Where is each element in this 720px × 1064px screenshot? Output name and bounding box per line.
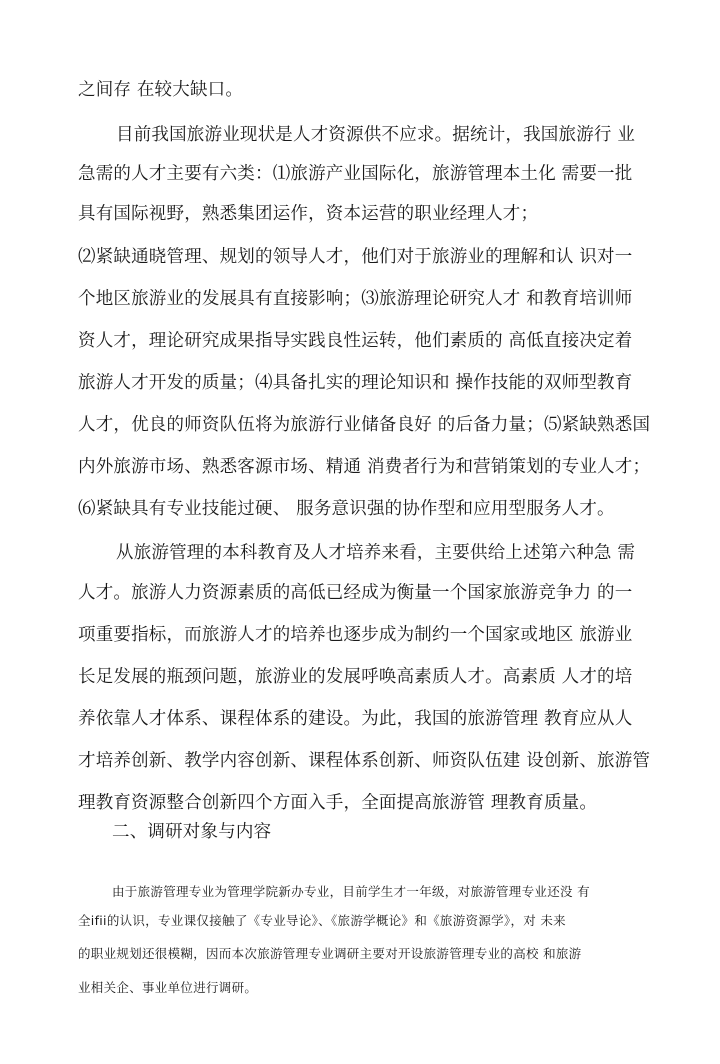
- paragraph-line: 理教育资源整合创新四个方面入手，全面提高旅游管 理教育质量。: [78, 793, 598, 813]
- paragraph-line: 急需的人才主要有六类：⑴旅游产业国际化，旅游管理本土化 需要一批: [78, 164, 633, 184]
- paragraph-line: 人才。旅游人力资源素质的高低已经成为衡量一个国家旅游竞争力 的一: [78, 583, 633, 603]
- paragraph-line: 项重要指标，而旅游人才的培养也逐步成为制约一个国家或地区 旅游业: [78, 625, 633, 645]
- paragraph-line: 的职业规划还很模糊，因而本次旅游管理专业调研主要对开设旅游管理专业的高校 和旅游: [78, 946, 582, 961]
- paragraph-line: 之间存 在较大缺口。: [78, 80, 244, 100]
- paragraph-line: 全ifii的认识，专业课仅接触了《专业导论》、《旅游学概论》和《旅游资源学》，对 未来: [78, 913, 566, 928]
- paragraph-line: 人才，优良的师资队伍将为旅游行业储备良好 的后备力量；⑸紧缺熟悉国: [78, 415, 651, 435]
- paragraph-line: 资人才，理论研究成果指导实践良性运转，他们素质的 高低直接决定着: [78, 331, 633, 351]
- paragraph-line: 目前我国旅游业现状是人才资源供不应求。据统计，我国旅游行 业: [116, 125, 636, 145]
- paragraph-line: 业相关企、事业单位进行调研。: [78, 980, 258, 995]
- paragraph-line: 内外旅游市场、熟悉客源市场、精通 消费者行为和营销策划的专业人才；: [78, 457, 651, 477]
- paragraph-line: 具有国际视野，熟悉集团运作，资本运营的职业经理人才；: [78, 204, 539, 224]
- paragraph-line: 个地区旅游业的发展具有直接影响；⑶旅游理论研究人才 和教育培训师: [78, 289, 633, 309]
- paragraph-line: 旅游人才开发的质量；⑷具备扎实的理论知识和 操作技能的双师型教育: [78, 373, 633, 393]
- section-heading: 二、调研对象与内容: [112, 822, 272, 842]
- paragraph-line: 由于旅游管理专业为管理学院新办专业，目前学生才一年级，对旅游管理专业还没 有: [112, 884, 590, 899]
- paragraph-line: ⑹紧缺具有专业技能过硬、 服务意识强的协作型和应用型服务人才。: [78, 499, 615, 519]
- paragraph-line: 从旅游管理的本科教育及人才培养来看，主要供给上述第六种急 需: [116, 543, 636, 563]
- paragraph-line: 养依靠人才体系、课程体系的建设。为此，我国的旅游管理 教育应从人: [78, 709, 633, 729]
- paragraph-line: 长足发展的瓶颈问题，旅游业的发展呼唤高素质人才。高素质 人才的培: [78, 667, 633, 687]
- paragraph-line: 才培养创新、教学内容创新、课程体系创新、师资队伍建 设创新、旅游管: [78, 751, 651, 771]
- paragraph-line: ⑵紧缺通晓管理、规划的领导人才，他们对于旅游业的理解和认 识对一: [78, 247, 633, 267]
